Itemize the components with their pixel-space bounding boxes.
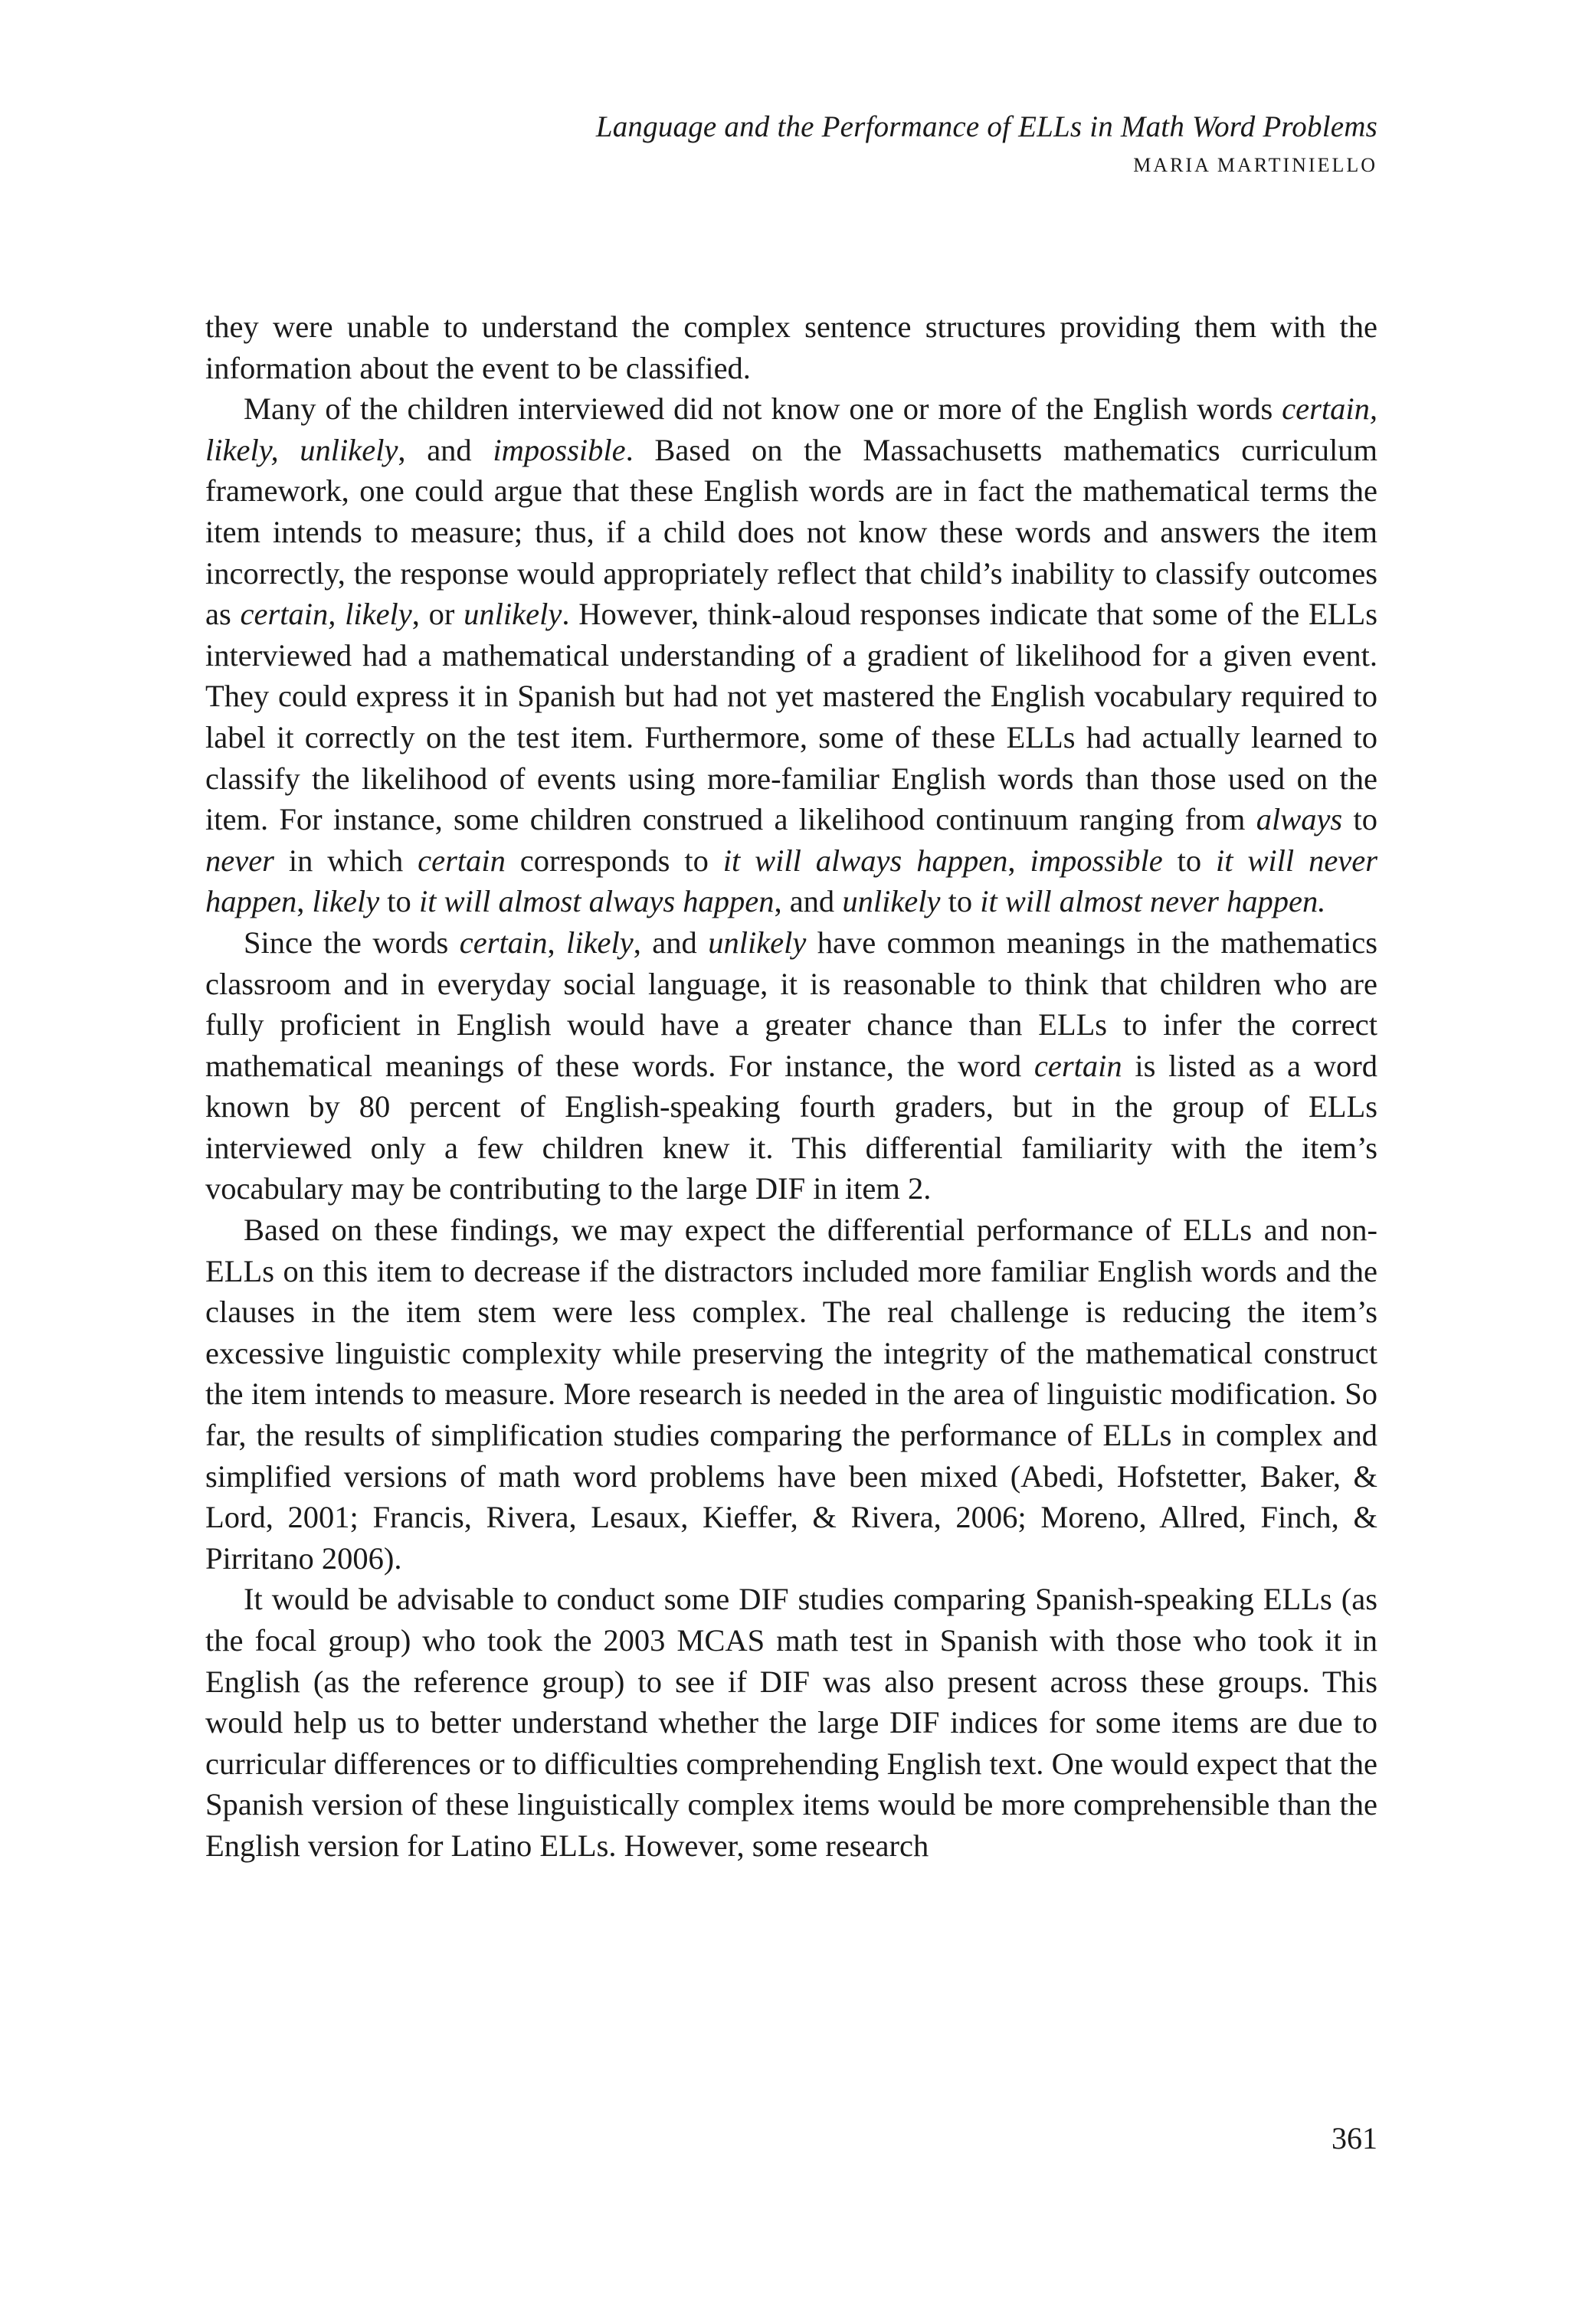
- italic-term: unlikely: [463, 597, 562, 632]
- text-run: to: [1342, 802, 1377, 837]
- text-run: to: [379, 884, 419, 919]
- body-text: [205, 306, 1377, 1867]
- italic-term: likely: [312, 884, 380, 919]
- running-head: [596, 107, 1377, 181]
- text-run: to: [940, 884, 981, 919]
- italic-term: never: [205, 843, 274, 878]
- running-head-author: MARIA MARTINIELLO: [1133, 154, 1377, 176]
- text-run: they were unable to understand the complex sentence structures providing them with the information about the event to be classified.: [205, 309, 1377, 385]
- italic-term: unlikely: [708, 925, 807, 960]
- text-run: ,: [1007, 843, 1030, 878]
- text-run: corresponds to: [505, 843, 723, 878]
- text-run: ,: [547, 925, 567, 960]
- text-run: , or: [411, 597, 464, 632]
- text-run: It would be advisable to conduct some DIF studies comparing Spanish-speaking ELLs (as the focal group) who took the 2003 MCAS math test in Spanish with those who took it in English (as the reference group) to see if DIF was also present across these groups. This would help us to better understand whether the large DIF indices for some items are due to curricular differences or to difficulties comprehending English text. One would expect that the Spanish version of these linguistically complex items would be more comprehensible than the English version for Latino ELLs. However, some research: [205, 1582, 1377, 1863]
- running-head-title: Language and the Performance of ELLs in Math Word Problems: [595, 110, 1377, 143]
- text-run: to: [1162, 843, 1217, 878]
- italic-term: impossible: [1030, 843, 1163, 878]
- text-run: in which: [274, 843, 418, 878]
- text-run: ,: [296, 884, 313, 919]
- paragraph: [205, 1209, 1377, 1579]
- italic-term: impossible: [493, 432, 626, 467]
- text-run: Based on these findings, we may expect the differential performance of ELLs and non-ELLs on this item to decrease if the distractors included more familiar English words and the clauses in the item stem were less complex. The real challenge is reducing the item’s excessive linguistic complexity while preserving the integrity of the mathematical construct the item intends to measure. More research is needed in the area of linguistic modification. So far, the results of simplification studies comparing the performance of ELLs in complex and simplified versions of math word problems have been mixed (Abedi, Hofstetter, Baker, & Lord, 2001; Francis, Rivera, Lesaux, Kieffer, & Rivera, 2006; Moreno, Allred, Finch, & Pirritano 2006).: [205, 1213, 1377, 1576]
- italic-term: it will almost never happen.: [980, 884, 1326, 919]
- italic-term: it will almost always happen: [418, 884, 775, 919]
- italic-term: unlikely: [842, 884, 941, 919]
- italic-term: certain: [1033, 1048, 1122, 1083]
- italic-term: certain: [418, 843, 506, 878]
- text-run: Since the words: [244, 925, 460, 960]
- italic-term: always: [1256, 802, 1343, 837]
- paragraph: [205, 922, 1377, 1209]
- text-run: is listed as a word known by 80 percent of English-speaking fourth graders, but in the group of ELLs interviewed only a few children knew it. This differential familiarity with the item’s vocabulary may be contributing to the large DIF in item 2.: [205, 1048, 1377, 1206]
- text-run: . Based on the Massachusetts mathematics curriculum framework, one could argue that these English words are in fact the mathematical terms the item intends to measure; thus, if a child does not know these words and answers the item incorrectly, the response would appropriately reflect that child’s inability to classify outcomes as: [205, 432, 1377, 632]
- paragraph: [205, 306, 1377, 388]
- italic-term: certain, likely, unlikely: [205, 391, 1377, 467]
- text-run: , and: [774, 884, 843, 919]
- paragraph: [205, 1579, 1377, 1866]
- italic-term: it will always happen: [722, 843, 1008, 878]
- italic-term: it will never happen: [205, 843, 1378, 919]
- text-run: Many of the children interviewed did not know one or more of the English words: [244, 391, 1282, 427]
- italic-term: likely: [566, 925, 634, 960]
- text-run: , and: [633, 925, 709, 960]
- paragraph: [205, 388, 1377, 922]
- text-run: . However, think-aloud responses indicate that some of the ELLs interviewed had a mathematical understanding of a gradient of likelihood for a given event. They could express it in Spanish but had not yet mastered the English vocabulary required to label it correctly on the test item. Furthermore, some of these ELLs had actually learned to classify the likelihood of events using more-familiar English words than those used on the item. For instance, some children construed a likelihood continuum ranging from: [205, 597, 1377, 837]
- text-run: , and: [398, 432, 493, 467]
- page-number: 361: [1332, 2121, 1377, 2155]
- italic-term: certain, likely: [240, 597, 412, 632]
- italic-term: certain: [459, 925, 548, 960]
- text-run: have common meanings in the mathematics classroom and in everyday social language, it is reasonable to think that children who are fully proficient in English would have a greater chance than ELLs to infer the correct mathematical meanings of these words. For instance, the word: [205, 925, 1378, 1083]
